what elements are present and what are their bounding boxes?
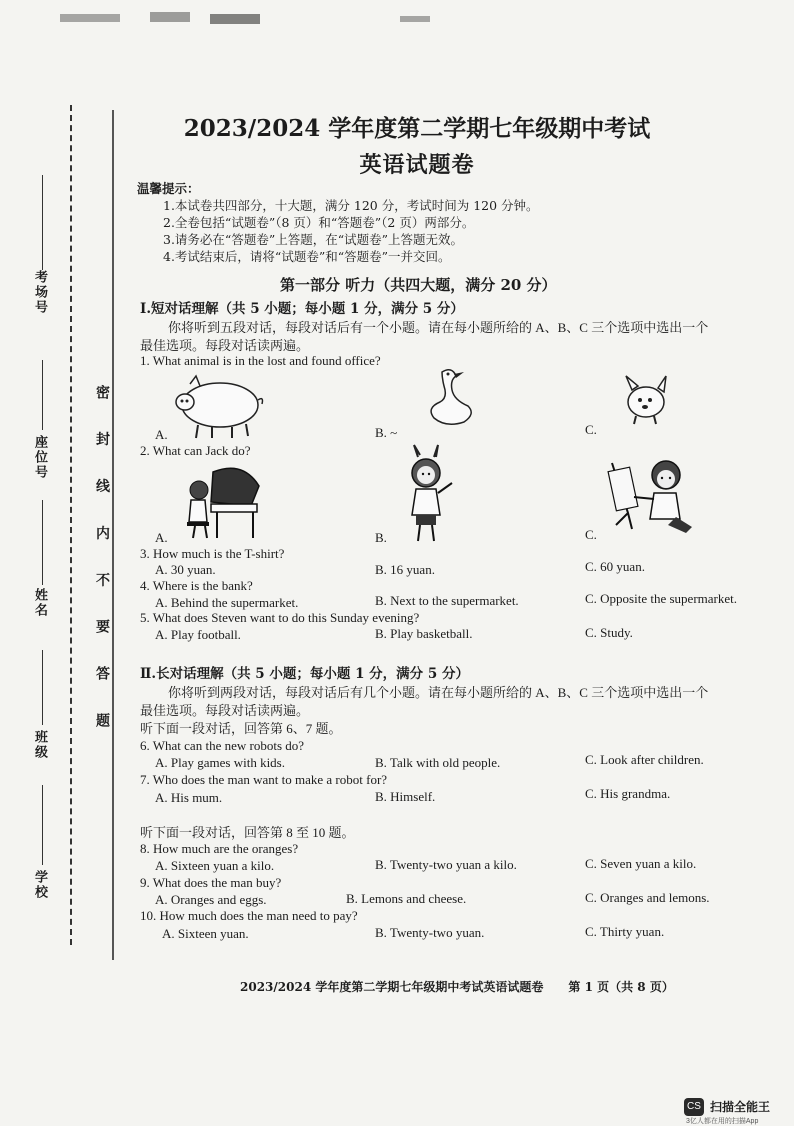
q4-option-c: C. Opposite the supermarket. <box>585 591 737 606</box>
q7-option-c: C. His grandma. <box>585 786 671 801</box>
question-7: 7. Who does the man want to make a robot for? <box>140 772 388 787</box>
scanner-app-name: 扫描全能王 <box>710 1100 771 1114</box>
question-2: 2. What can Jack do? <box>140 443 251 458</box>
part-title: 第一部分 听力（共四大题，满分 20 分） <box>280 276 557 294</box>
field-school-line <box>42 785 43 865</box>
section1-title: Ⅰ.短对话理解（共 5 小题；每小题 1 分，满分 5 分） <box>140 301 464 317</box>
seal-line-text: 密 封 线 内 不 要 答 题 <box>94 385 110 742</box>
field-seat-label: 座位号 <box>32 435 47 480</box>
tips-line: 2.全卷包括“试题卷”（8 页）和“答题卷”（2 页）两部分。 <box>163 215 475 230</box>
tips-line: 1.本试卷共四部分，十大题，满分 120 分，考试时间为 120 分钟。 <box>163 198 539 213</box>
q9-option-c: C. Oranges and lemons. <box>585 890 710 905</box>
section1-instruction: 最佳选项。每段对话读两遍。 <box>140 338 310 353</box>
section2-title: Ⅱ.长对话理解（共 5 小题；每小题 1 分，满分 5 分） <box>140 666 469 682</box>
question-8: 8. How much are the oranges? <box>140 841 299 856</box>
q6-option-c: C. Look after children. <box>585 752 704 767</box>
tips-box <box>137 180 539 265</box>
q5-option-b: B. Play basketball. <box>375 626 473 641</box>
q1-option-c: C. <box>585 422 597 437</box>
section2-instruction: 你将听到两段对话，每段对话后有几个小题。请在每小题所给的 A、B、C 三个选项中选出一个 <box>168 685 709 700</box>
q6-option-a: A. Play games with kids. <box>155 755 285 770</box>
field-class-line <box>42 650 43 725</box>
section2-instruction: 最佳选项。每段对话读两遍。 <box>140 703 310 718</box>
q10-option-b: B. Twenty-two yuan. <box>375 925 485 940</box>
field-exam-room-line <box>42 175 43 270</box>
tips-heading: 温馨提示： <box>137 181 200 196</box>
dialogue-lead: 听下面一段对话，回答第 6、7 题。 <box>140 721 342 736</box>
tips-line: 3.请务必在“答题卷”上答题，在“试题卷”上答题无效。 <box>163 232 463 247</box>
q7-option-b: B. Himself. <box>375 789 436 804</box>
q5-option-c: C. Study. <box>585 625 633 640</box>
piano-player-image <box>183 462 263 542</box>
dog-image <box>618 372 673 427</box>
q8-option-b: B. Twenty-two yuan a kilo. <box>375 857 517 872</box>
q3-option-c: C. 60 yuan. <box>585 559 645 574</box>
question-9: 9. What does the man buy? <box>140 875 282 890</box>
field-school-label: 学校 <box>32 870 47 900</box>
binding-solid-line <box>112 110 114 960</box>
q5-option-a: A. Play football. <box>155 627 241 642</box>
q8-option-c: C. Seven yuan a kilo. <box>585 856 697 871</box>
goose-image <box>420 366 480 434</box>
boy-painting-image <box>604 457 699 537</box>
question-6: 6. What can the new robots do? <box>140 738 305 753</box>
field-exam-room-label: 考场号 <box>32 270 47 315</box>
scan-noise <box>60 10 440 28</box>
question-10: 10. How much does the man need to pay? <box>140 908 358 923</box>
pig-image <box>170 372 265 440</box>
question-4: 4. Where is the bank? <box>140 578 253 593</box>
q6-option-b: B. Talk with old people. <box>375 755 501 770</box>
field-seat-line <box>42 360 43 430</box>
scanner-logo-icon: CS <box>684 1098 704 1116</box>
q2-option-b: B. <box>375 530 387 545</box>
q10-option-a: A. Sixteen yuan. <box>162 926 249 941</box>
page-title: 2023/2024 学年度第二学期七年级期中考试 <box>183 115 651 142</box>
binding-dashed-line <box>70 105 72 945</box>
field-class-label: 班级 <box>32 730 47 760</box>
q4-option-a: A. Behind the supermarket. <box>155 595 299 610</box>
page-footer: 2023/2024 学年度第二学期七年级期中考试英语试题卷 第 1 页（共 8 页） <box>240 980 674 994</box>
question-3: 3. How much is the T-shirt? <box>140 546 285 561</box>
question-5: 5. What does Steven want to do this Sunday evening? <box>140 610 420 625</box>
tips-line: 4.考试结束后，请将“试题卷”和“答题卷”一并交回。 <box>163 249 451 264</box>
q2-option-c: C. <box>585 527 597 542</box>
q9-option-b: B. Lemons and cheese. <box>346 891 467 906</box>
field-name-label: 姓名 <box>32 588 47 618</box>
field-name-line <box>42 500 43 585</box>
q1-option-a: A. <box>155 427 168 442</box>
q10-option-c: C. Thirty yuan. <box>585 924 665 939</box>
q2-option-a: A. <box>155 530 168 545</box>
q4-option-b: B. Next to the supermarket. <box>375 593 519 608</box>
question-1: 1. What animal is in the lost and found office? <box>140 353 381 368</box>
page-subtitle: 英语试题卷 <box>359 152 475 178</box>
q1-option-b: B. ~ <box>375 425 398 440</box>
scanner-app-tagline: 3亿人都在用的扫描App <box>686 1118 759 1125</box>
q3-option-a: A. 30 yuan. <box>155 562 216 577</box>
girl-singing-image <box>398 443 458 543</box>
section1-instruction: 你将听到五段对话，每段对话后有一个小题。请在每小题所给的 A、B、C 三个选项中选出一个 <box>168 320 709 335</box>
q8-option-a: A. Sixteen yuan a kilo. <box>155 858 275 873</box>
dialogue-lead: 听下面一段对话，回答第 8 至 10 题。 <box>140 825 355 840</box>
q9-option-a: A. Oranges and eggs. <box>155 892 267 907</box>
q7-option-a: A. His mum. <box>155 790 223 805</box>
q3-option-b: B. 16 yuan. <box>375 562 435 577</box>
